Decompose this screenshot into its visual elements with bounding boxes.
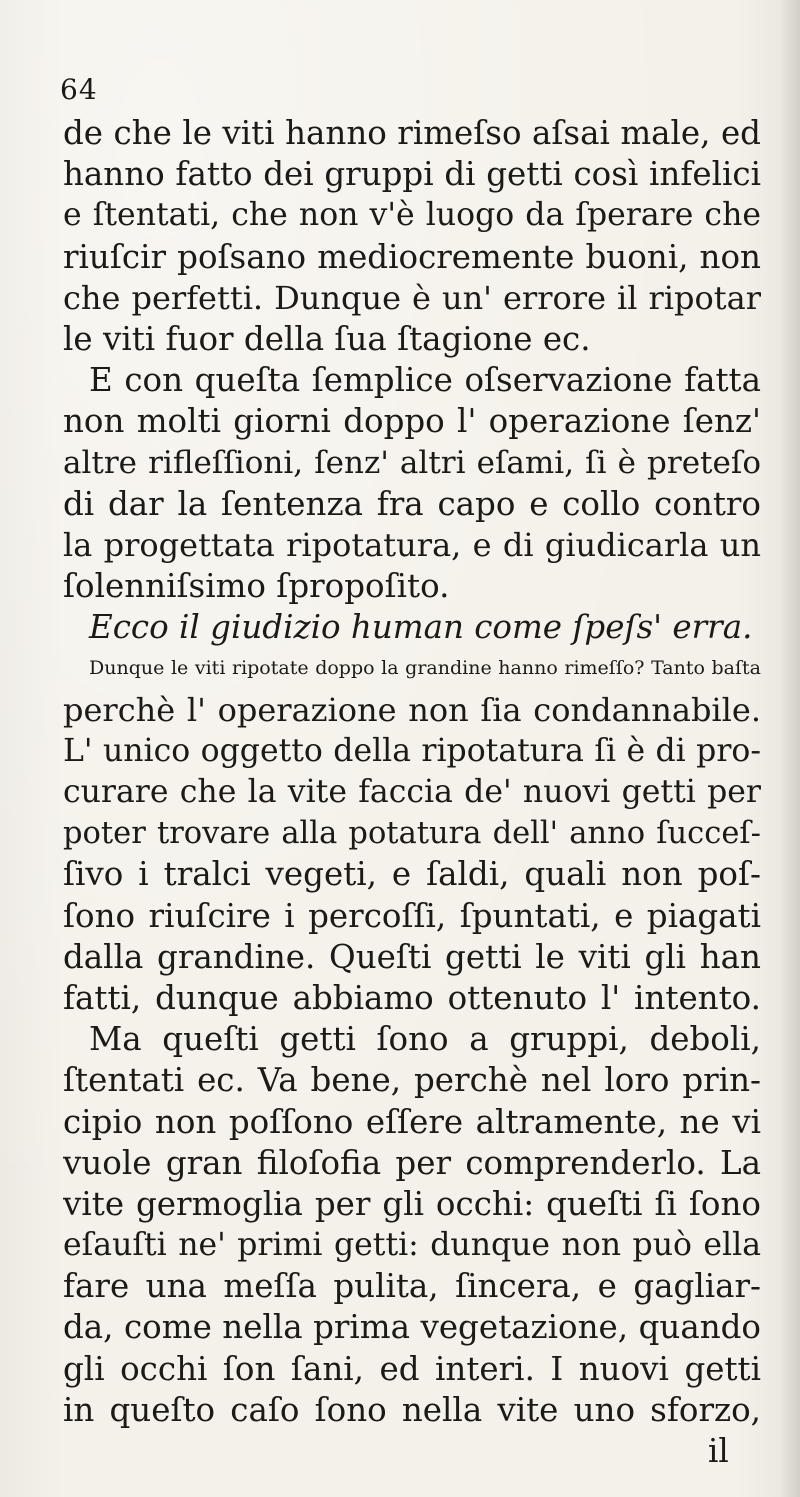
- text-line: che perfetti. Dunque è un' errore il ripotar: [63, 278, 761, 317]
- body-text: [63, 113, 761, 1472]
- text-line: poter trovare alla potatura dell' anno ſucceſ-: [63, 816, 761, 852]
- text-line: L' unico oggetto della ripotatura ſi è di pro-: [63, 732, 761, 769]
- page-number: 64: [60, 73, 98, 106]
- text-line: eſauſti ne' primi getti: dunque non può ella: [63, 1227, 761, 1264]
- text-line: E con queſta ſemplice oſservazione fatta: [89, 361, 761, 400]
- text-line: la progettata ripotatura, e di giudicarla un: [63, 525, 761, 564]
- text-line: vuole gran filoſofia per comprenderlo. La: [63, 1143, 761, 1182]
- text-line: in queſto caſo ſono nella vite uno sforzo,: [63, 1390, 761, 1429]
- text-line: le viti fuor della ſua ſtagione ec.: [63, 319, 591, 358]
- page-edge-shadow: [778, 0, 800, 1497]
- text-line: vite germoglia per gli occhi: queſti ſi ſono: [63, 1184, 761, 1223]
- text-line: Dunque le viti ripotate doppo la grandine hanno rimeſſo? Tanto baſta: [89, 657, 761, 680]
- text-line: hanno fatto dei gruppi di getti così infelici: [63, 155, 761, 194]
- text-line: dalla grandine. Queſti getti le viti gli han: [63, 937, 761, 976]
- text-line: ſono riuſcire i percoſſi, ſpuntati, e piagati: [63, 896, 761, 935]
- text-line: e ſtentati, che non v'è luogo da ſperare che: [63, 197, 761, 234]
- text-line: fare una meſſa pulita, ſincera, e gagliar-: [63, 1267, 761, 1306]
- text-line: di dar la ſentenza fra capo e collo contro: [63, 484, 761, 523]
- text-line: altre rifleſſioni, ſenz' altri eſami, ſi è preteſo: [63, 444, 761, 481]
- text-line: da, come nella prima vegetazione, quando: [63, 1308, 761, 1347]
- text-line: curare che la vite faccia de' nuovi getti per: [63, 774, 761, 810]
- text-line: ſolenniſsimo ſpropoſito.: [63, 567, 450, 606]
- text-line: perchè l' operazione non ſia condannabile.: [63, 690, 761, 729]
- text-line: Ma queſti getti ſono a gruppi, deboli,: [89, 1020, 761, 1059]
- text-line: de che le viti hanno rimeſso aſsai male, ed: [63, 114, 761, 152]
- text-line: cipio non poſſono eſſere altramente, ne vi: [63, 1102, 761, 1141]
- text-line: fatti, dunque abbiamo ottenuto l' intento.: [63, 978, 761, 1017]
- catchword: il: [708, 1432, 729, 1470]
- text-line: riuſcir poſsano mediocremente buoni, non: [63, 237, 761, 276]
- text-line: non molti giorni doppo l' operazione ſenz': [63, 402, 761, 441]
- text-line: ſivo i tralci vegeti, e ſaldi, quali non poſ-: [63, 855, 761, 894]
- text-line: gli occhi ſon ſani, ed interi. I nuovi getti: [63, 1349, 761, 1388]
- text-line: ſtentati ec. Va bene, perchè nel loro prin-: [63, 1061, 761, 1100]
- text-line-italic-quote: Ecco il giudizio human come ſpeſs' erra.: [89, 608, 753, 647]
